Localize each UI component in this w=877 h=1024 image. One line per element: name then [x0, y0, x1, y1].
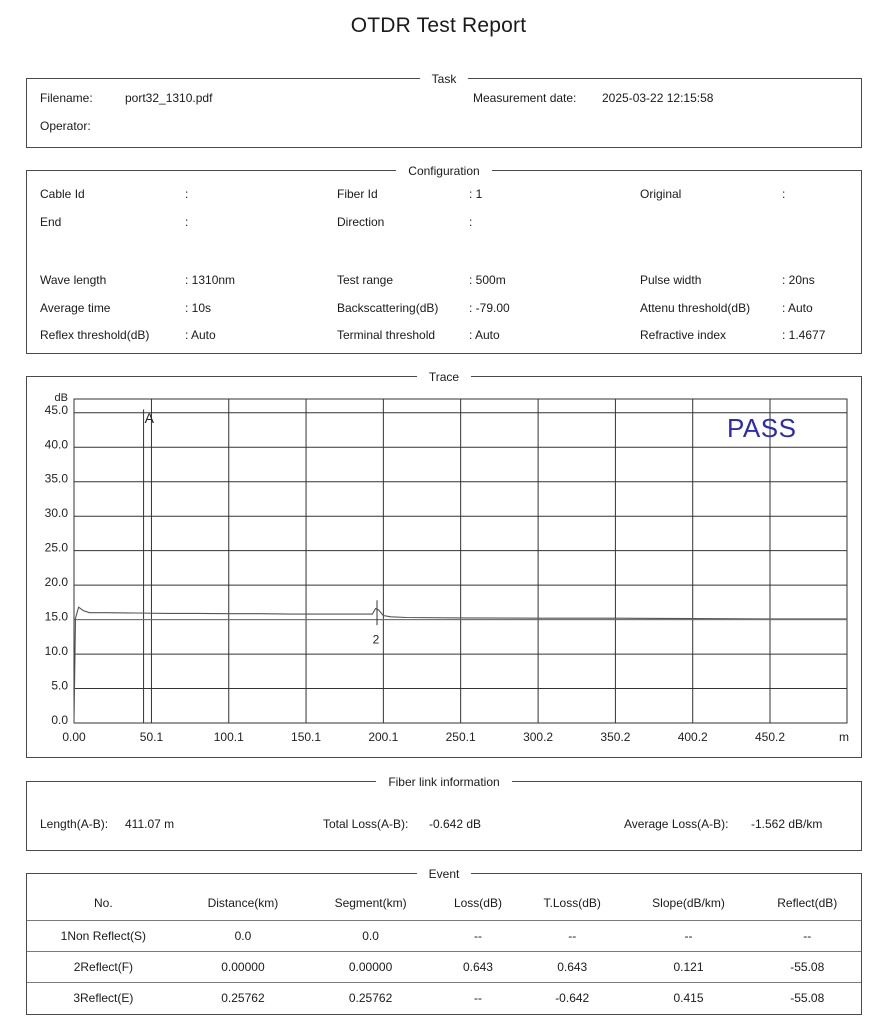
event-cell: --: [435, 921, 521, 952]
config-value: :: [782, 187, 786, 201]
config-label: Direction: [337, 215, 385, 229]
event-row: [27, 983, 861, 1014]
event-cell: -55.08: [754, 983, 861, 1014]
config-value: : Auto: [185, 328, 216, 342]
config-value: : 500m: [469, 273, 506, 287]
filename-label: Filename:: [40, 91, 93, 105]
config-value: :: [185, 187, 189, 201]
y-tick-label: 10.0: [44, 644, 68, 659]
config-value: : 10s: [185, 301, 212, 315]
operator-label: Operator:: [40, 119, 91, 133]
event-header-cell: Loss(dB): [453, 896, 502, 910]
event-cell: 0.415: [624, 983, 754, 1014]
event-table: [27, 886, 861, 1013]
config-label: Wave length: [40, 273, 107, 287]
event-cell: --: [521, 921, 624, 952]
config-label: Original: [640, 187, 682, 201]
configuration-legend: Configuration: [396, 164, 491, 178]
length-value: 411.07 m: [125, 817, 175, 831]
fiber-link-legend: Fiber link information: [376, 775, 511, 789]
y-tick-label: 20.0: [44, 575, 68, 590]
config-label: Test range: [337, 273, 394, 287]
event-cell: 0.121: [624, 952, 754, 983]
measurement-date-label: Measurement date:: [473, 91, 577, 105]
config-value: : 1: [469, 187, 483, 201]
event-cell: 0.00000: [306, 952, 435, 983]
config-label: Pulse width: [640, 273, 702, 287]
event-header-cell: Reflect(dB): [777, 896, 838, 910]
task-legend: Task: [420, 72, 469, 86]
event-header-cell: Slope(dB/km): [652, 896, 725, 910]
config-value: : 1.4677: [782, 328, 826, 342]
report-title: OTDR Test Report: [350, 14, 527, 37]
fiber-link-section: [26, 775, 862, 851]
y-axis-unit: dB: [54, 392, 68, 404]
config-value: : -79.00: [469, 301, 510, 315]
x-tick-label: 250.1: [445, 730, 476, 744]
y-tick-label: 30.0: [44, 506, 68, 521]
event-cell: -55.08: [754, 952, 861, 983]
config-value: :: [469, 215, 473, 229]
total-loss-value: -0.642 dB: [429, 817, 482, 831]
event-cell: 2Reflect(F): [27, 952, 180, 983]
config-label: Fiber Id: [337, 187, 378, 201]
config-label: Reflex threshold(dB): [40, 328, 150, 342]
y-tick-label: 0.0: [51, 713, 68, 727]
y-tick-label: 15.0: [44, 609, 68, 624]
config-label: Refractive index: [640, 328, 727, 342]
x-tick-label: 50.1: [139, 730, 164, 744]
config-value: : Auto: [782, 301, 813, 315]
event-cell: 1Non Reflect(S): [27, 921, 180, 952]
x-tick-label: 100.1: [213, 730, 244, 744]
average-loss-value: -1.562 dB/km: [751, 817, 823, 831]
event-header-cell: Segment(km): [334, 896, 407, 910]
x-axis-unit: m: [839, 730, 849, 744]
config-label: Cable Id: [40, 187, 85, 201]
event-table-header: [27, 886, 861, 921]
event-cell: --: [624, 921, 754, 952]
total-loss-label: Total Loss(A-B):: [323, 817, 409, 831]
event-cell: --: [754, 921, 861, 952]
trace-legend: Trace: [417, 370, 471, 384]
config-label: Terminal threshold: [337, 328, 436, 342]
event-cell: 3Reflect(E): [27, 983, 180, 1014]
event-cell: 0.25762: [306, 983, 435, 1014]
config-value: : Auto: [469, 328, 500, 342]
event-cell: 0.00000: [180, 952, 306, 983]
config-label: Average time: [40, 301, 111, 315]
x-tick-label: 200.1: [368, 730, 399, 744]
x-tick-label: 400.2: [677, 730, 708, 744]
event-cell: 0.643: [521, 952, 624, 983]
config-label: End: [40, 215, 62, 229]
event-legend: Event: [417, 867, 472, 881]
config-label: Backscattering(dB): [337, 301, 439, 315]
event-row: [27, 921, 861, 952]
length-label: Length(A-B):: [40, 817, 109, 831]
x-tick-label: 300.2: [523, 730, 554, 744]
x-tick-label: 150.1: [291, 730, 322, 744]
event-cell: 0.643: [435, 952, 521, 983]
y-tick-label: 35.0: [44, 471, 68, 486]
trace-section: [26, 370, 862, 758]
y-tick-label: 25.0: [44, 540, 68, 555]
event-section: [26, 867, 862, 1015]
x-tick-label: 0.00: [62, 730, 86, 744]
pass-status: PASS: [727, 413, 797, 443]
event-header-cell: No.: [94, 896, 113, 910]
event-cell: -0.642: [521, 983, 624, 1014]
config-label: Attenu threshold(dB): [640, 301, 751, 315]
config-value: :: [185, 215, 189, 229]
event-row: [27, 952, 861, 983]
event-header-cell: T.Loss(dB): [543, 896, 601, 910]
event-cell: 0.0: [306, 921, 435, 952]
x-tick-label: 450.2: [754, 730, 786, 744]
event-cell: 0.0: [180, 921, 306, 952]
event-cell: 0.25762: [180, 983, 306, 1014]
y-tick-label: 45.0: [44, 402, 68, 417]
event-marker-label: 2: [372, 632, 380, 647]
config-value: : 20ns: [782, 273, 815, 287]
measurement-date-value: 2025-03-22 12:15:58: [602, 91, 714, 105]
event-header-cell: Distance(km): [207, 896, 279, 910]
configuration-section: [26, 164, 862, 354]
task-section: [26, 72, 862, 148]
event-cell: --: [435, 983, 521, 1014]
filename-value: port32_1310.pdf: [125, 91, 213, 105]
y-tick-label: 5.0: [51, 678, 68, 693]
y-tick-label: 40.0: [44, 437, 68, 452]
x-tick-label: 350.2: [600, 730, 631, 744]
average-loss-label: Average Loss(A-B):: [624, 817, 729, 831]
marker-a-label: A: [144, 410, 154, 427]
config-value: : 1310nm: [185, 273, 236, 287]
